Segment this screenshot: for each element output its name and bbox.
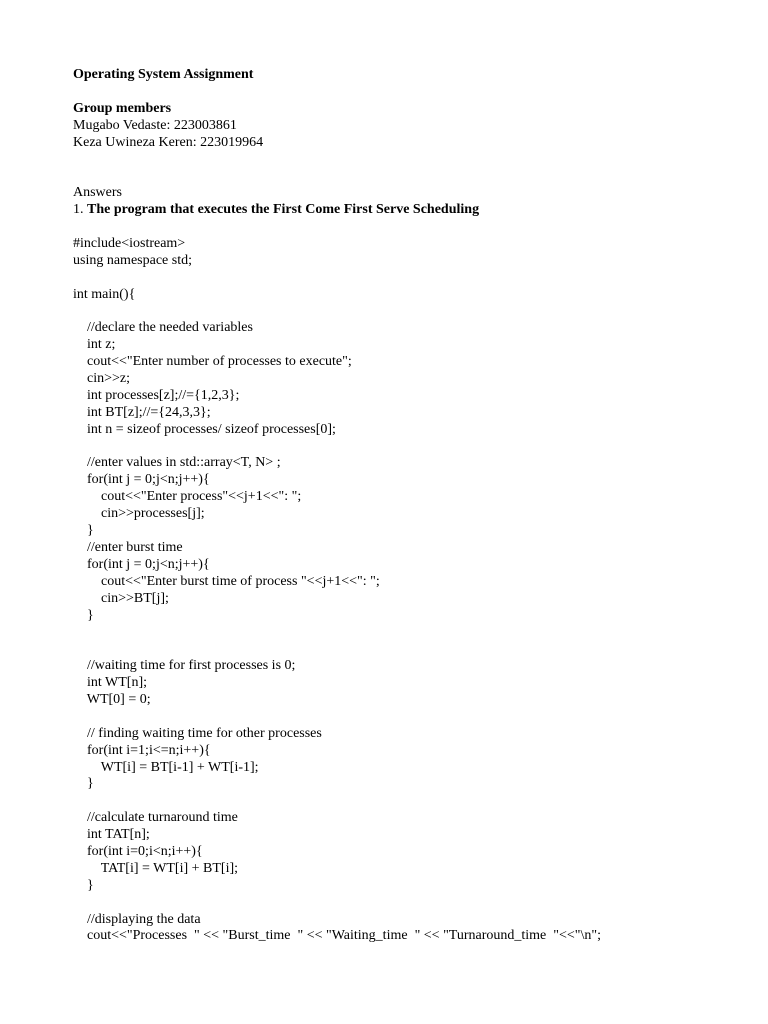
code-blank-line xyxy=(73,624,753,641)
code-line: int BT[z];//={24,3,3}; xyxy=(73,404,211,420)
spacer xyxy=(73,84,753,101)
code-line: //displaying the data xyxy=(73,911,201,927)
spacer xyxy=(73,219,753,236)
code-block xyxy=(73,236,753,945)
code-line: for(int j = 0;j<n;j++){ xyxy=(73,556,210,572)
code-line: //declare the needed variables xyxy=(73,320,253,336)
code-line: } xyxy=(73,776,94,792)
question-title: The program that executes the First Come First Serve Scheduling xyxy=(87,202,480,218)
code-line: for(int i=0;i<n;i++){ xyxy=(73,843,203,859)
code-line: cin>>processes[j]; xyxy=(73,506,205,522)
code-line: cout<<"Enter number of processes to execute"; xyxy=(73,354,352,370)
code-line: TAT[i] = WT[i] + BT[i]; xyxy=(73,860,239,876)
code-line: #include<iostream> xyxy=(73,235,186,251)
code-line: cout<<"Processes " << "Burst_time " << "Waiting_time " << "Turnaround_time "<<"\n"; xyxy=(73,928,601,944)
code-blank-line xyxy=(73,270,753,287)
code-blank-line xyxy=(73,793,753,810)
document-page xyxy=(73,67,753,945)
code-blank-line xyxy=(73,709,753,726)
code-line: int main(){ xyxy=(73,286,136,302)
code-line: cout<<"Enter burst time of process "<<j+1<<": "; xyxy=(73,573,380,589)
member-1: Mugabo Vedaste: 223003861 xyxy=(73,117,237,133)
answers-label: Answers xyxy=(73,185,122,201)
code-line: //waiting time for first processes is 0; xyxy=(73,658,296,674)
spacer xyxy=(73,151,753,168)
question-number: 1. xyxy=(73,202,84,218)
code-blank-line xyxy=(73,895,753,912)
code-blank-line xyxy=(73,303,753,320)
code-line: using namespace std; xyxy=(73,252,192,268)
code-line: } xyxy=(73,523,94,539)
code-blank-line xyxy=(73,641,753,658)
code-line: int WT[n]; xyxy=(73,675,148,691)
code-line: //enter values in std::array<T, N> ; xyxy=(73,455,281,471)
group-heading: Group members xyxy=(73,100,172,116)
code-line: //enter burst time xyxy=(73,539,183,555)
code-line: for(int i=1;i<=n;i++){ xyxy=(73,742,211,758)
code-line: cin>>z; xyxy=(73,371,130,387)
code-line: WT[i] = BT[i-1] + WT[i-1]; xyxy=(73,759,259,775)
code-line: int processes[z];//={1,2,3}; xyxy=(73,387,240,403)
code-line: for(int j = 0;j<n;j++){ xyxy=(73,472,210,488)
code-line: int z; xyxy=(73,337,116,353)
code-line: WT[0] = 0; xyxy=(73,691,151,707)
code-line: int TAT[n]; xyxy=(73,827,150,843)
code-line: // finding waiting time for other processes xyxy=(73,725,322,741)
code-line: } xyxy=(73,607,94,623)
code-line: cout<<"Enter process"<<j+1<<": "; xyxy=(73,489,302,505)
code-line: int n = sizeof processes/ sizeof processes[0]; xyxy=(73,421,336,437)
code-blank-line xyxy=(73,439,753,456)
document-title: Operating System Assignment xyxy=(73,67,254,82)
question-heading xyxy=(73,202,753,219)
spacer xyxy=(73,168,753,185)
code-line: } xyxy=(73,877,94,893)
code-line: cin>>BT[j]; xyxy=(73,590,169,606)
member-2: Keza Uwineza Keren: 223019964 xyxy=(73,134,264,150)
code-line: //calculate turnaround time xyxy=(73,810,238,826)
